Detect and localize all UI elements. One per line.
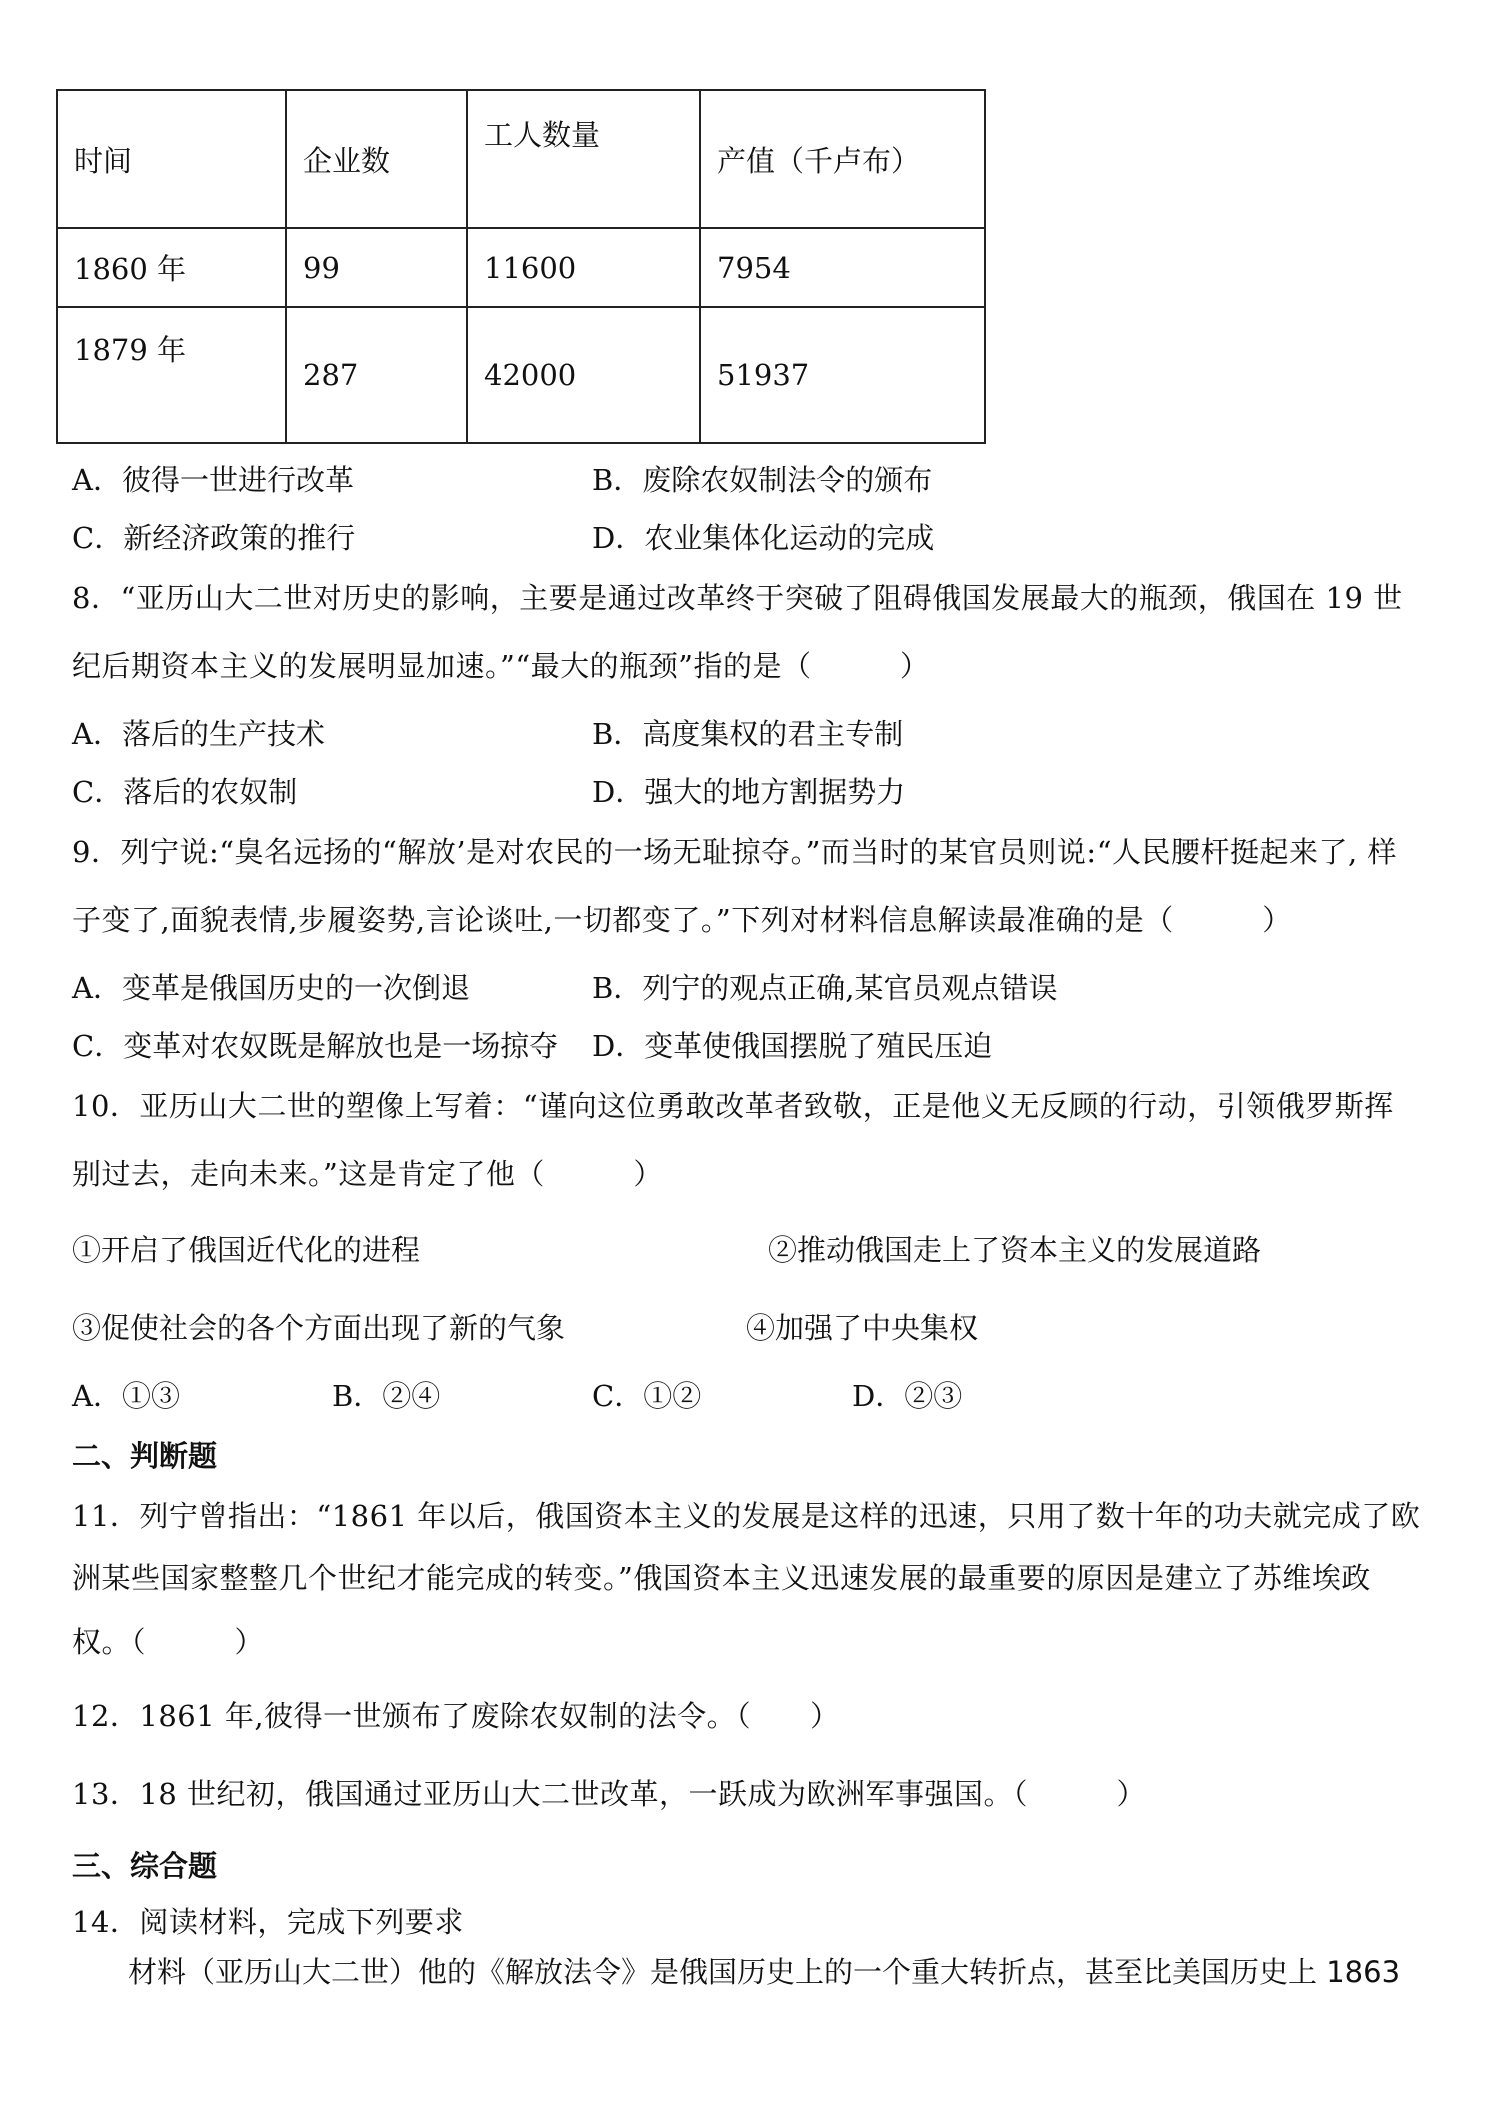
q10-statement-1: ①开启了俄国近代化的进程 — [72, 1233, 421, 1267]
q13-question: 13．18 世纪初，俄国通过亚历山大二世改革，一跃成为欧洲军事强国。（ ） — [72, 1777, 1147, 1811]
table-cell: 7954 — [700, 228, 985, 307]
table-cell: 42000 — [467, 307, 700, 443]
q14-material: 材料（亚历山大二世）他的《解放法令》是俄国历史上的一个重大转折点，甚至比美国历史上 1863 — [128, 1955, 1401, 1989]
table-cell: 1860 年 — [57, 228, 286, 307]
table-row — [57, 307, 985, 443]
q10-statement-4: ④加强了中央集权 — [746, 1311, 979, 1345]
q8-option-b[interactable]: B．高度集权的君主专制 — [592, 717, 904, 751]
q9-option-c[interactable]: C．变革对农奴既是解放也是一场掠夺 — [72, 1029, 559, 1063]
table-cell: 1879 年 — [57, 307, 286, 443]
table-header-cell: 工人数量 — [467, 90, 700, 228]
q10-statement-3: ③促使社会的各个方面出现了新的气象 — [72, 1311, 566, 1345]
table-header-cell: 时间 — [57, 90, 286, 228]
q9-option-a[interactable]: A．变革是俄国历史的一次倒退 — [72, 971, 470, 1005]
q7-option-a[interactable]: A．彼得一世进行改革 — [72, 463, 354, 497]
q7-option-b[interactable]: B．废除农奴制法令的颁布 — [592, 463, 933, 497]
q10-question-cont: 别过去，走向未来。”这是肯定了他（ ） — [72, 1157, 663, 1191]
table-cell: 99 — [286, 228, 467, 307]
q11-question-end: 权。（ ） — [72, 1625, 265, 1659]
q7-option-c[interactable]: C．新经济政策的推行 — [72, 521, 356, 555]
q8-option-c[interactable]: C．落后的农奴制 — [72, 775, 298, 809]
table-cell: 287 — [286, 307, 467, 443]
q11-question: 11．列宁曾指出：“1861 年以后，俄国资本主义的发展是这样的迅速，只用了数十年的功夫就完成了欧 — [72, 1499, 1421, 1533]
q9-question-cont: 子变了,面貌表情,步履姿势,言论谈吐,一切都变了。”下列对材料信息解读最准确的是（ ） — [72, 903, 1292, 937]
table-header-cell: 企业数 — [286, 90, 467, 228]
q12-question: 12．1861 年,彼得一世颁布了废除农奴制的法令。（ ） — [72, 1699, 840, 1733]
table-cell: 11600 — [467, 228, 700, 307]
q8-question-cont: 纪后期资本主义的发展明显加速。”“最大的瓶颈”指的是（ ） — [72, 649, 930, 683]
q11-question-cont: 洲某些国家整整几个世纪才能完成的转变。”俄国资本主义迅速发展的最重要的原因是建立了苏维埃政 — [72, 1561, 1371, 1595]
q8-question: 8．“亚历山大二世对历史的影响，主要是通过改革终于突破了阻碍俄国发展最大的瓶颈，俄国在 19 世 — [72, 581, 1403, 615]
section-heading-judgment: 二、判断题 — [72, 1439, 218, 1473]
q10-option-d[interactable]: D．②③ — [852, 1379, 963, 1413]
data-table — [56, 89, 986, 444]
q8-option-a[interactable]: A．落后的生产技术 — [72, 717, 325, 751]
table-header-cell: 产值（千卢布） — [700, 90, 985, 228]
q10-option-a[interactable]: A．①③ — [72, 1379, 180, 1413]
q7-option-d[interactable]: D．农业集体化运动的完成 — [592, 521, 935, 555]
q9-option-b[interactable]: B．列宁的观点正确,某官员观点错误 — [592, 971, 1058, 1005]
q8-option-d[interactable]: D．强大的地方割据势力 — [592, 775, 906, 809]
table-header-row — [57, 90, 985, 228]
q9-question: 9．列宁说:“臭名远扬的“解放’是对农民的一场无耻掠夺。”而当时的某官员则说:“人民腰杆挺起来了, 样 — [72, 835, 1397, 869]
table-cell: 51937 — [700, 307, 985, 443]
q14-question: 14．阅读材料，完成下列要求 — [72, 1905, 464, 1939]
q10-question: 10．亚历山大二世的塑像上写着：“谨向这位勇敢改革者致敬，正是他义无反顾的行动，引领俄罗斯挥 — [72, 1089, 1394, 1123]
q10-option-b[interactable]: B．②④ — [332, 1379, 441, 1413]
q10-statement-2: ②推动俄国走上了资本主义的发展道路 — [768, 1233, 1262, 1267]
q9-option-d[interactable]: D．变革使俄国摆脱了殖民压迫 — [592, 1029, 993, 1063]
q10-option-c[interactable]: C．①② — [592, 1379, 702, 1413]
table-row — [57, 228, 985, 307]
section-heading-comprehensive: 三、综合题 — [72, 1849, 218, 1883]
